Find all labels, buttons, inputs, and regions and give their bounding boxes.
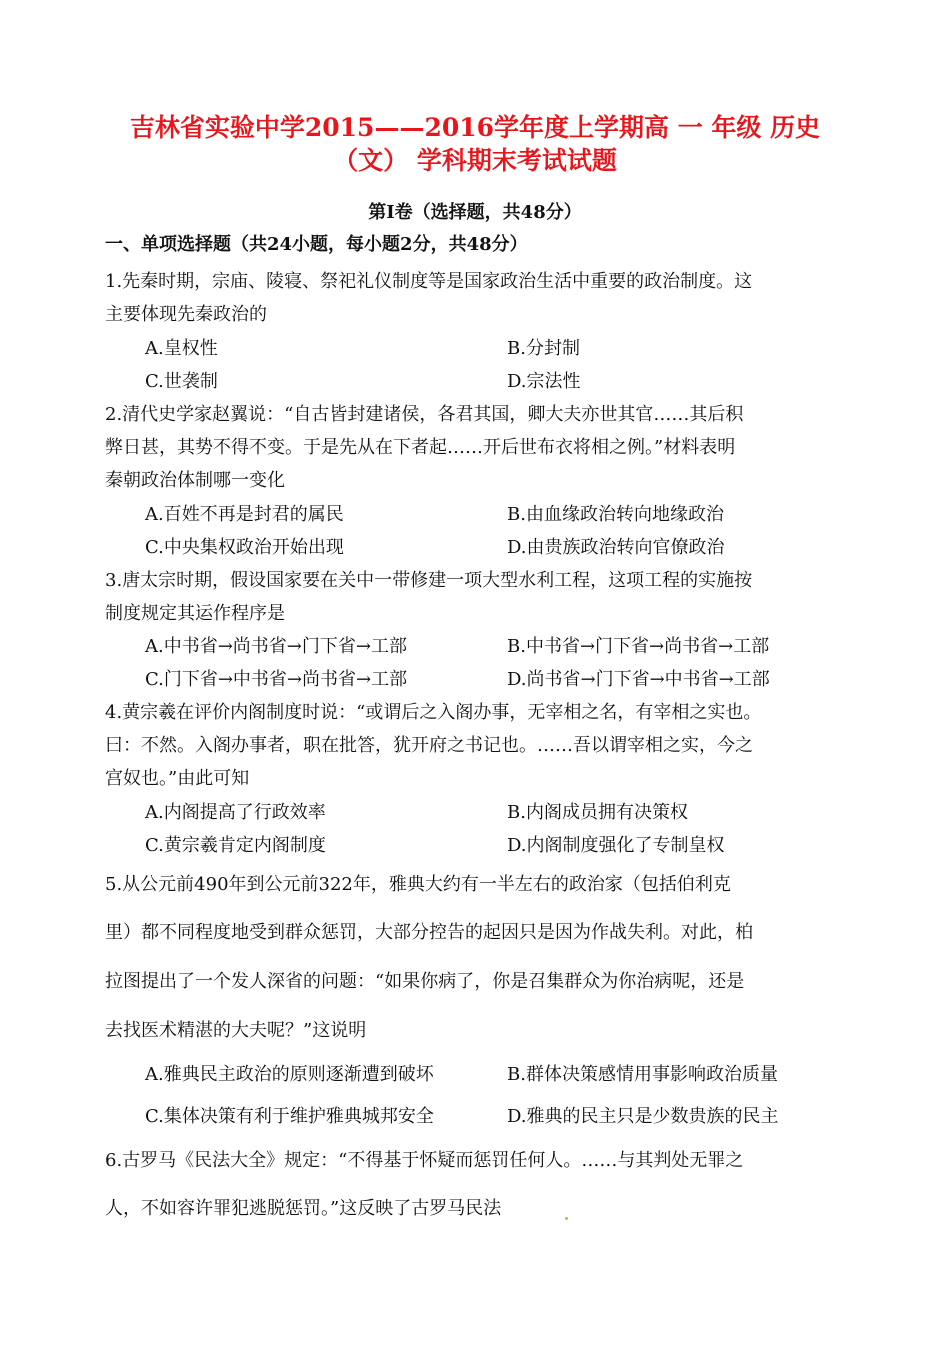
- question-2-option-d: D.由贵族政治转向官僚政治: [507, 537, 725, 558]
- question-6-line-1: 6.古罗马《民法大全》规定：“不得基于怀疑而惩罚任何人。……与其判处无罪之: [105, 1150, 744, 1171]
- question-1-option-b: B.分封制: [507, 338, 580, 359]
- question-3-option-d: D.尚书省→门下省→中书省→工部: [507, 669, 770, 690]
- question-4-option-c: C.黄宗羲肯定内阁制度: [145, 835, 326, 856]
- question-1-option-d: D.宗法性: [507, 371, 581, 392]
- question-2-line-3: 秦朝政治体制哪一变化: [105, 470, 285, 491]
- question-2-option-a: A.百姓不再是封君的属民: [145, 504, 344, 525]
- question-5-line-1: 5.从公元前490年到公元前322年，雅典大约有一半左右的政治家（包括伯利克: [105, 874, 731, 895]
- question-3-option-a: A.中书省→尚书省→门下省→工部: [145, 636, 407, 657]
- question-5-line-3: 拉图提出了一个发人深省的问题：“如果你病了，你是召集群众为你治病呢，还是: [105, 971, 745, 992]
- question-2-option-c: C.中央集权政治开始出现: [145, 537, 344, 558]
- question-4-option-d: D.内阁制度强化了专制皇权: [507, 835, 725, 856]
- question-4-line-1: 4.黄宗羲在评价内阁制度时说：“或谓后之入阁办事，无宰相之名，有宰相之实也。: [105, 702, 762, 723]
- question-5-line-2: 里）都不同程度地受到群众惩罚，大部分控告的起因只是因为作战失利。对此，柏: [105, 922, 753, 943]
- question-5-option-d: D.雅典的民主只是少数贵族的民主: [507, 1106, 779, 1127]
- exam-title-line-2: （文） 学科期末考试试题: [333, 146, 617, 175]
- question-4-option-a: A.内阁提高了行政效率: [145, 802, 326, 823]
- question-2-option-b: B.由血缘政治转向地缘政治: [507, 504, 724, 525]
- exam-title-line-1: 吉林省实验中学2015——2016学年度上学期高 一 年级 历史: [129, 113, 821, 142]
- question-4-line-2: 曰：不然。入阁办事者，职在批答，犹开府之书记也。……吾以谓宰相之实，今之: [105, 735, 753, 756]
- part-heading: 一、单项选择题（共24小题，每小题2分，共48分）: [105, 234, 528, 255]
- question-1-line-1: 1.先秦时期，宗庙、陵寝、祭祀礼仪制度等是国家政治生活中重要的政治制度。这: [105, 271, 753, 292]
- question-3-line-1: 3.唐太宗时期，假设国家要在关中一带修建一项大型水利工程，这项工程的实施按: [105, 570, 753, 591]
- question-2-line-1: 2.清代史学家赵翼说：“自古皆封建诸侯，各君其国，卿大夫亦世其官……其后积: [105, 404, 744, 425]
- question-5-option-c: C.集体决策有利于维护雅典城邦安全: [145, 1106, 434, 1127]
- question-2-line-2: 弊日甚，其势不得不变。于是先从在下者起……开后世布衣将相之例。”材料表明: [105, 437, 736, 458]
- question-4-line-3: 宫奴也。”由此可知: [105, 768, 250, 789]
- section-title: 第Ⅰ卷（选择题，共48分）: [368, 202, 582, 223]
- question-5-option-a: A.雅典民主政治的原则逐渐遭到破坏: [145, 1064, 434, 1085]
- question-1-option-a: A.皇权性: [145, 338, 218, 359]
- stray-ink-dot: [565, 1217, 568, 1220]
- question-5-line-4: 去找医术精湛的大夫呢？”这说明: [105, 1020, 367, 1041]
- question-1-option-c: C.世袭制: [145, 371, 218, 392]
- question-6-line-2: 人，不如容许罪犯逃脱惩罚。”这反映了古罗马民法: [105, 1198, 502, 1219]
- question-3-option-b: B.中书省→门下省→尚书省→工部: [507, 636, 770, 657]
- question-3-option-c: C.门下省→中书省→尚书省→工部: [145, 669, 408, 690]
- question-4-option-b: B.内阁成员拥有决策权: [507, 802, 688, 823]
- question-3-line-2: 制度规定其运作程序是: [105, 603, 285, 624]
- question-1-line-2: 主要体现先秦政治的: [105, 304, 267, 325]
- question-5-option-b: B.群体决策感情用事影响政治质量: [507, 1064, 778, 1085]
